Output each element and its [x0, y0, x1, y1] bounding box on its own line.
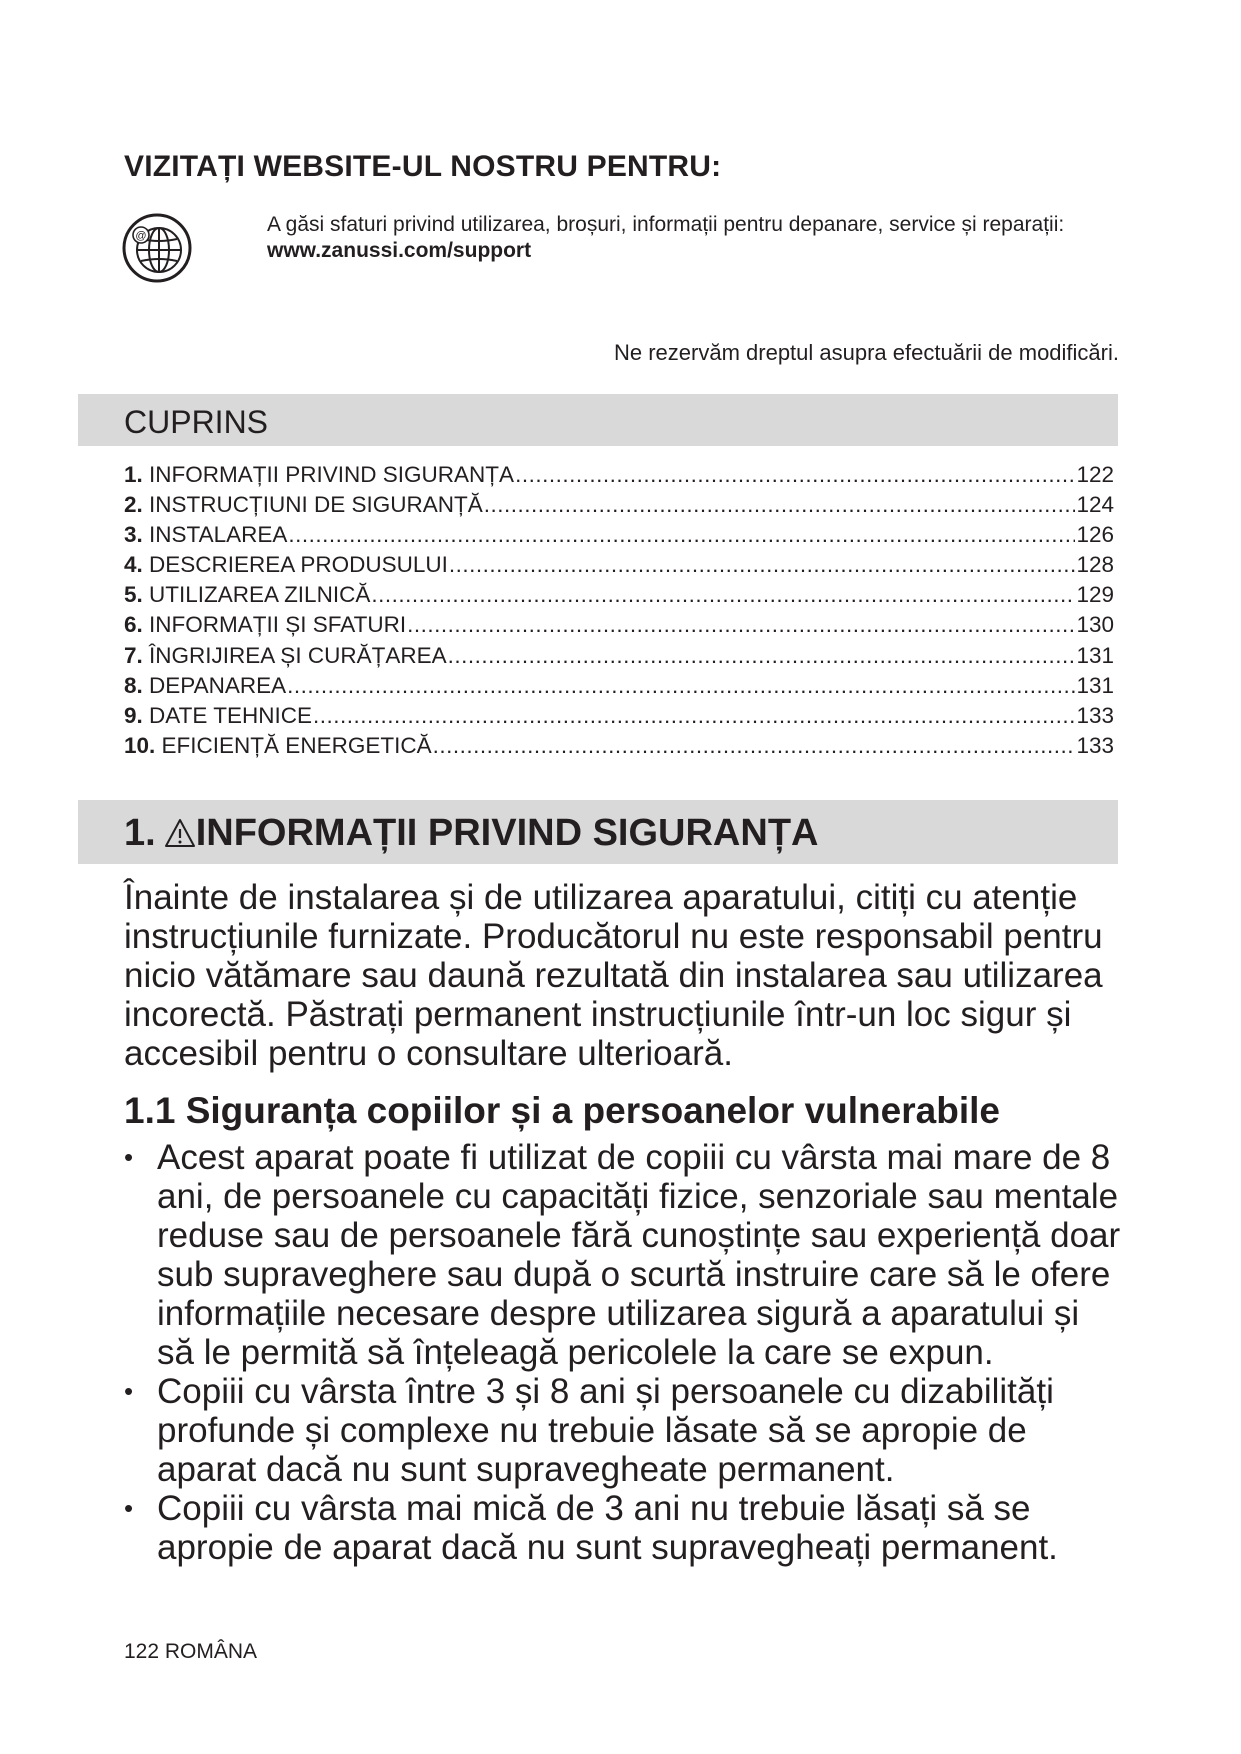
toc-num: 7. — [124, 642, 143, 668]
reserve-note: Ne rezervăm dreptul asupra efectuării de modificări. — [613, 340, 1119, 365]
toc-item[interactable] — [124, 641, 1114, 671]
website-heading: VIZITAȚI WEBSITE-UL NOSTRU PENTRU: — [124, 150, 722, 183]
toc-label: INFORMAȚII ȘI SFATURI — [149, 612, 407, 638]
svg-text:@: @ — [135, 230, 147, 242]
toc-item[interactable] — [124, 580, 1114, 610]
safety-intro: Înainte de instalarea și de utilizarea aparatului, citiți cu atenție instrucțiunile furnizate. Producătorul nu este responsabil pentru nicio vătămare sau daună rezultată din instalarea sau utilizarea incorectă. Păstrați permanent instrucțiunile într-un loc sigur și accesibil pentru o consultare ulterioară. — [124, 878, 1103, 1073]
toc-page: 131 — [1076, 642, 1114, 668]
toc-item[interactable] — [124, 460, 1114, 490]
toc-num: 1. — [124, 462, 143, 487]
globe-icon — [121, 212, 193, 284]
support-info — [267, 212, 1067, 264]
toc-page: 129 — [1076, 582, 1114, 608]
toc-label: INSTALAREA — [149, 522, 288, 548]
subsection-title: 1.1 Siguranța copiilor și a persoanelor vulnerabile — [124, 1090, 1000, 1131]
toc-num: 2. — [124, 492, 143, 518]
toc-item[interactable] — [124, 731, 1114, 761]
toc-item[interactable] — [124, 490, 1114, 520]
toc-page: 133 — [1076, 702, 1114, 728]
bullet-text: Copiii cu vârsta mai mică de 3 ani nu trebuie lăsați să se apropie de aparat dacă nu sunt supravegheați permanent. — [157, 1489, 1058, 1567]
safety-bullet-list — [124, 1138, 1124, 1567]
footer-language: ROMÂNA — [164, 1640, 258, 1663]
toc-label: INSTRUCȚIUNI DE SIGURANȚĂ — [149, 492, 483, 518]
toc-num: 5. — [124, 582, 143, 608]
toc-label: ÎNGRIJIREA ȘI CURĂȚAREA — [149, 642, 447, 668]
support-url[interactable]: www.zanussi.com/support — [267, 239, 532, 262]
page-number: 122 — [124, 1640, 160, 1663]
toc-page: 126 — [1076, 522, 1114, 548]
toc-page: 128 — [1076, 552, 1114, 578]
list-item: • Copiii cu vârsta între 3 și 8 ani și persoanele cu dizabilități profunde și complexe nu trebuie lăsate să se apropie de aparat dacă nu sunt supravegheate permanent. — [124, 1372, 1054, 1489]
toc-title: CUPRINS — [124, 404, 269, 440]
toc-num: 9. — [124, 702, 143, 728]
toc-page: 122 — [1076, 462, 1114, 487]
toc-item[interactable] — [124, 701, 1114, 731]
page-footer — [124, 1640, 257, 1664]
toc-num: 3. — [124, 522, 143, 548]
list-item: • Acest aparat poate fi utilizat de copiii cu vârsta mai mare de 8 ani, de persoanele cu capacități fizice, senzoriale sau mentale reduse sau de persoanele fără cunoștințe sau experiență doar sub supraveghere sau după o scurtă instruire care să le ofere informațiile necesare despre utilizarea sigură a aparatului și să le permită să înțeleagă pericolele la care se expun. — [124, 1138, 1121, 1372]
list-item: • Copiii cu vârsta mai mică de 3 ani nu trebuie lăsați să se apropie de aparat dacă nu sunt supravegheați permanent. — [124, 1489, 1058, 1567]
toc-num: 6. — [124, 612, 143, 638]
toc-label: DEPANAREA — [149, 672, 287, 698]
section-title-text: INFORMAȚII PRIVIND SIGURANȚA — [195, 812, 819, 854]
toc-page: 130 — [1076, 612, 1114, 638]
toc-item[interactable] — [124, 610, 1114, 640]
toc-num: 8. — [124, 672, 143, 698]
table-of-contents — [124, 460, 1114, 761]
toc-label: EFICIENȚĂ ENERGETICĂ — [161, 732, 432, 758]
section-number: 1. — [124, 812, 156, 854]
toc-page: 124 — [1076, 492, 1114, 518]
bullet-text: Acest aparat poate fi utilizat de copiii cu vârsta mai mare de 8 ani, de persoanele cu capacități fizice, senzoriale sau mentale reduse sau de persoanele fără cunoștințe sau experiență doar sub supraveghere sau după o scurtă instruire care să le ofere informațiile necesare despre utilizarea sigură a aparatului și să le permită să înțeleagă pericolele la care se expun. — [157, 1138, 1121, 1372]
toc-num: 10. — [124, 732, 156, 758]
section-title — [124, 808, 818, 858]
toc-label: DATE TEHNICE — [149, 702, 312, 728]
toc-label: UTILIZAREA ZILNICĂ — [149, 582, 371, 608]
toc-item[interactable] — [124, 550, 1114, 580]
toc-item[interactable] — [124, 671, 1114, 701]
toc-label: INFORMAȚII PRIVIND SIGURANȚA — [149, 462, 515, 487]
warning-icon — [164, 818, 196, 848]
toc-page: 133 — [1076, 732, 1114, 758]
toc-page: 131 — [1076, 672, 1114, 698]
toc-label: DESCRIEREA PRODUSULUI — [149, 552, 448, 578]
support-description: A găsi sfaturi privind utilizarea, broșuri, informații pentru depanare, service și reparații: — [267, 213, 1065, 236]
toc-item[interactable] — [124, 520, 1114, 550]
toc-num: 4. — [124, 552, 143, 578]
bullet-text: Copiii cu vârsta între 3 și 8 ani și persoanele cu dizabilități profunde și complexe nu trebuie lăsate să se apropie de aparat dacă nu sunt supravegheate permanent. — [157, 1372, 1054, 1489]
